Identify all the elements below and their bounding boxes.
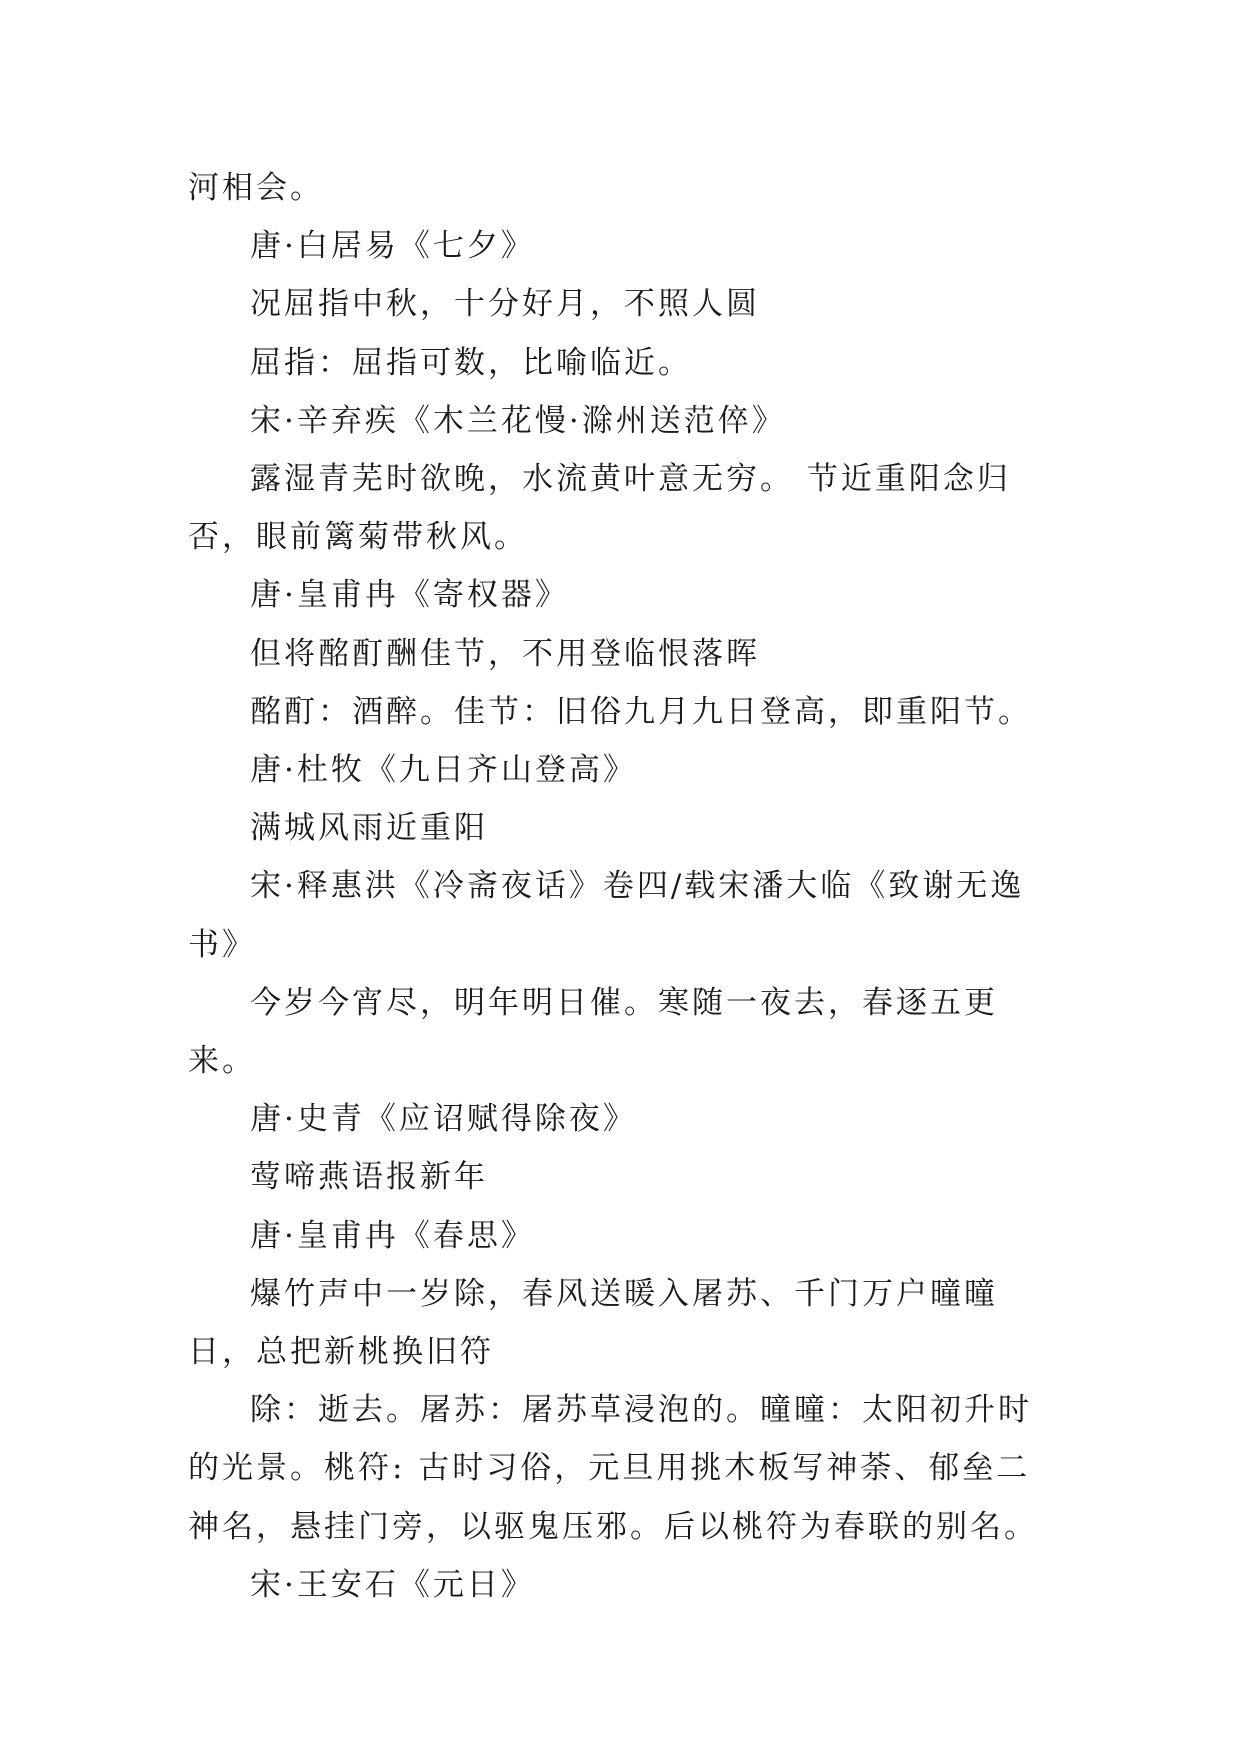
citation-line: 宋·王安石《元日》 (250, 1566, 535, 1603)
citation-line: 唐·白居易《七夕》 (250, 228, 535, 265)
citation-line: 宋·释惠洪《冷斋夜话》卷四/载宋潘大临《致谢无逸书》 (188, 868, 1025, 963)
quote-line: 今岁今宵尽，明年明日催。寒随一夜去，春逐五更来。 (188, 984, 998, 1080)
quote-line: 但将酩酊酬佳节，不用登临恨落晖 (250, 635, 760, 672)
quote-line: 况屈指中秋，十分好月，不照人圆 (250, 286, 760, 323)
citation-line: 唐·皇甫冉《寄权器》 (250, 577, 569, 614)
quote-line: 露湿青芜时欲晚，水流黄叶意无穷。 节近重阳念归否，眼前篱菊带秋风。 (188, 461, 1011, 556)
citation-line: 唐·皇甫冉《春思》 (250, 1217, 535, 1254)
citation-line: 宋·辛弃疾《木兰花慢·滁州送范倅》 (250, 402, 786, 439)
annotation-line: 屈指：屈指可数，比喻临近。 (250, 344, 692, 381)
quote-line: 满城风雨近重阳 (250, 810, 488, 847)
paragraph: 河相会。 (188, 170, 324, 206)
citation-line: 唐·杜牧《九日齐山登高》 (250, 752, 637, 789)
quote-line: 莺啼燕语报新年 (250, 1159, 488, 1196)
quote-line: 爆竹声中一岁除，春风送暖入屠苏、千门万户曈曈日，总把新桃换旧符 (188, 1275, 998, 1371)
document-body (188, 159, 1058, 1614)
citation-line: 唐·史青《应诏赋得除夜》 (250, 1101, 637, 1138)
annotation-line: 酩酊：酒醉。佳节：旧俗九月九日登高，即重阳节。 (250, 693, 1032, 730)
annotation-line: 除：逝去。屠苏：屠苏草浸泡的。曈曈：太阳初升时的光景。桃符: 古时习俗，元旦用挑木板写神荼、郁垒二神名，悬挂门旁，以驱鬼压邪。后以桃符为春联的别名。 (188, 1392, 1038, 1545)
